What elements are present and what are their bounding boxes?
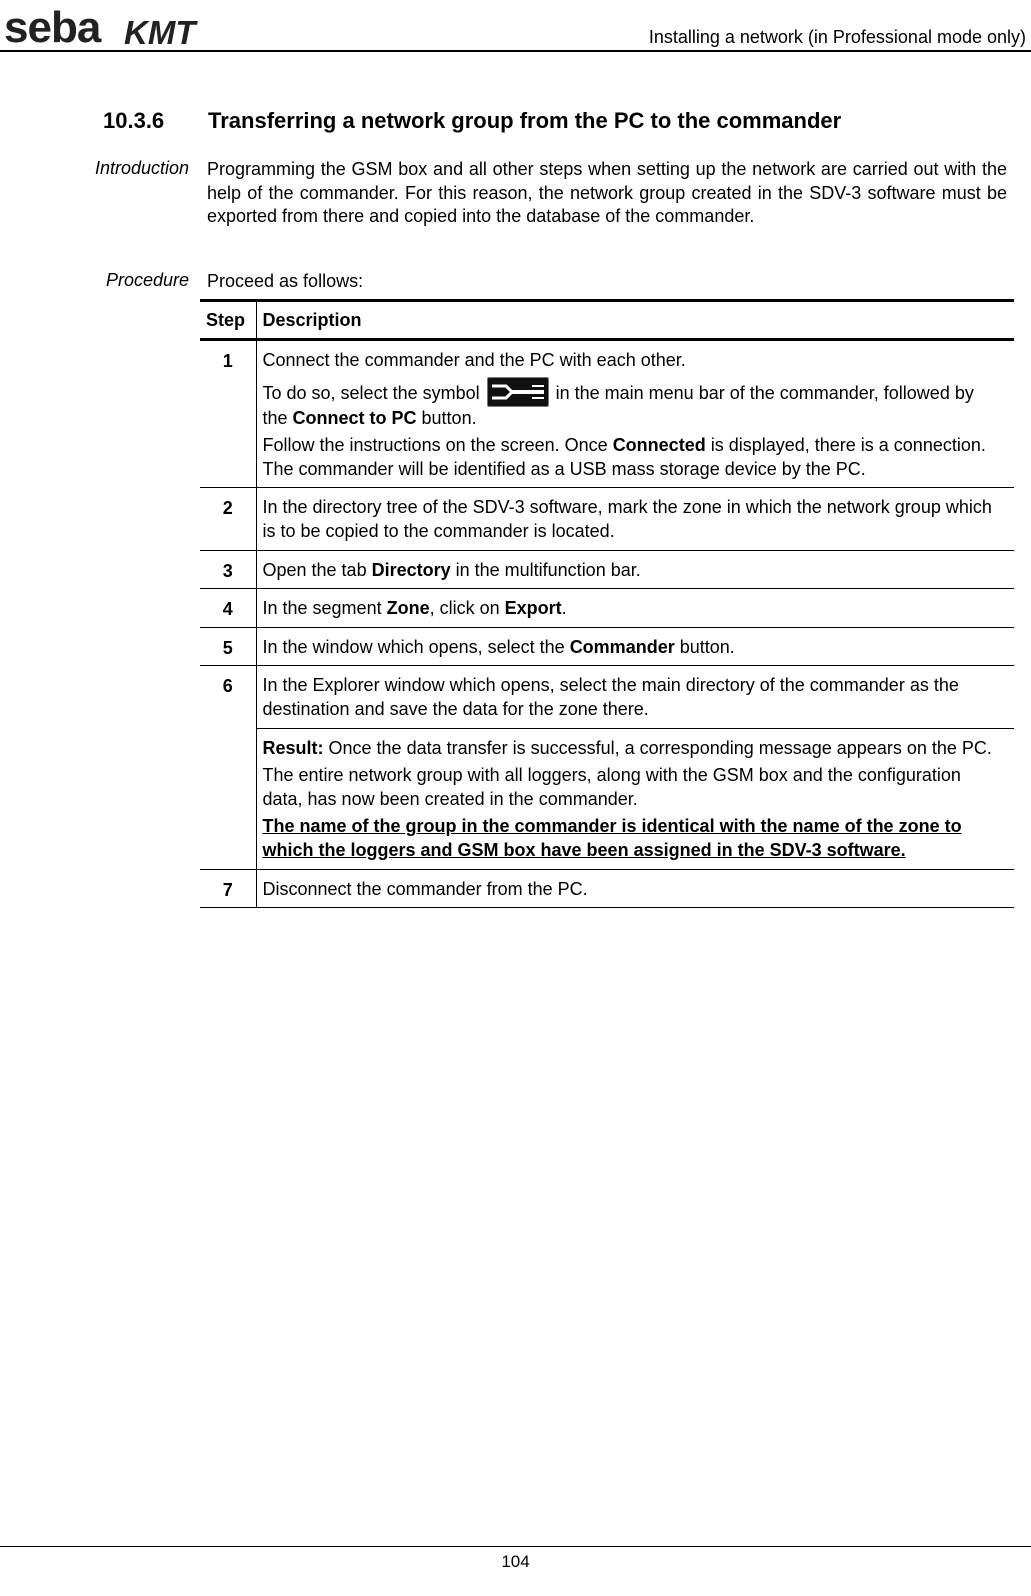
steps-table — [200, 299, 1014, 908]
table-row — [200, 627, 1014, 666]
step-number: 4 — [200, 589, 256, 628]
table-row — [200, 869, 1014, 908]
section-title: Transferring a network group from the PC to the commander — [208, 108, 842, 133]
table-row — [200, 666, 1014, 869]
description-column-header: Description — [262, 309, 362, 330]
running-header: Installing a network (in Professional mode only) — [648, 27, 1026, 47]
result-text: Result: Once the data transfer is successful, a corresponding message appears on the PC. — [262, 737, 992, 758]
section-number: 10.3.6 — [103, 108, 165, 133]
step-number: 2 — [200, 488, 256, 550]
step-number: 1 — [200, 340, 256, 488]
step-description: In the directory tree of the SDV-3 software, mark the zone in which the network group which is to be copied to the commander is located. — [262, 497, 992, 541]
result-note: The name of the group in the commander is identical with the name of the zone to which the loggers and GSM box have been assigned in the SDV-3 software. — [262, 816, 962, 860]
page-number: 104 — [501, 1552, 530, 1571]
table-row — [200, 550, 1014, 589]
step-result — [257, 729, 1015, 869]
table-row — [200, 488, 1014, 550]
table-row — [200, 340, 1014, 488]
step-text: To do so, select the symbol in the main menu bar of the commander, followed by the Connect to PC button. — [263, 377, 997, 431]
sebakmt-logo — [4, 6, 226, 48]
result-detail: The entire network group with all loggers, along with the GSM box and the configuration data, has now been created in the commander. — [262, 765, 961, 809]
step-number: 5 — [200, 627, 256, 666]
step-description: In the window which opens, select the Commander button. — [262, 636, 735, 657]
step-text: Follow the instructions on the screen. Once Connected is displayed, there is a connection. The commander will be identified as a USB mass storage device by the PC. — [262, 435, 986, 479]
step-column-header: Step — [200, 301, 256, 340]
wrench-icon — [487, 377, 549, 407]
table-header-row — [200, 301, 1014, 340]
procedure-intro: Proceed as follows: — [207, 271, 364, 291]
step-text: In the Explorer window which opens, select the main directory of the commander as the destination and save the data for the zone there. — [257, 666, 1015, 728]
step-description — [256, 666, 1014, 869]
step-text: Connect the commander and the PC with each other. — [262, 350, 686, 370]
footer-rule — [0, 1546, 1031, 1547]
step-description: Disconnect the commander from the PC. — [262, 878, 588, 899]
step-description: In the segment Zone, click on Export. — [262, 598, 567, 619]
step-number: 7 — [200, 869, 256, 908]
step-number: 6 — [200, 666, 256, 869]
svg-text:seba: seba — [4, 6, 101, 48]
step-description: Open the tab Directory in the multifunction bar. — [262, 559, 641, 580]
step-number: 3 — [200, 550, 256, 589]
procedure-label: Procedure — [105, 270, 189, 290]
introduction-text: Programming the GSM box and all other steps when setting up the network are carried out with the help of the commander. For this reason, the network group created in the SDV-3 software must be exported from there and copied into the database of the commander. — [207, 159, 1007, 227]
step-description — [256, 340, 1014, 488]
svg-text:KMT: KMT — [124, 14, 196, 48]
introduction-label: Introduction — [94, 158, 189, 178]
header-rule — [0, 50, 1031, 52]
table-row — [200, 589, 1014, 628]
